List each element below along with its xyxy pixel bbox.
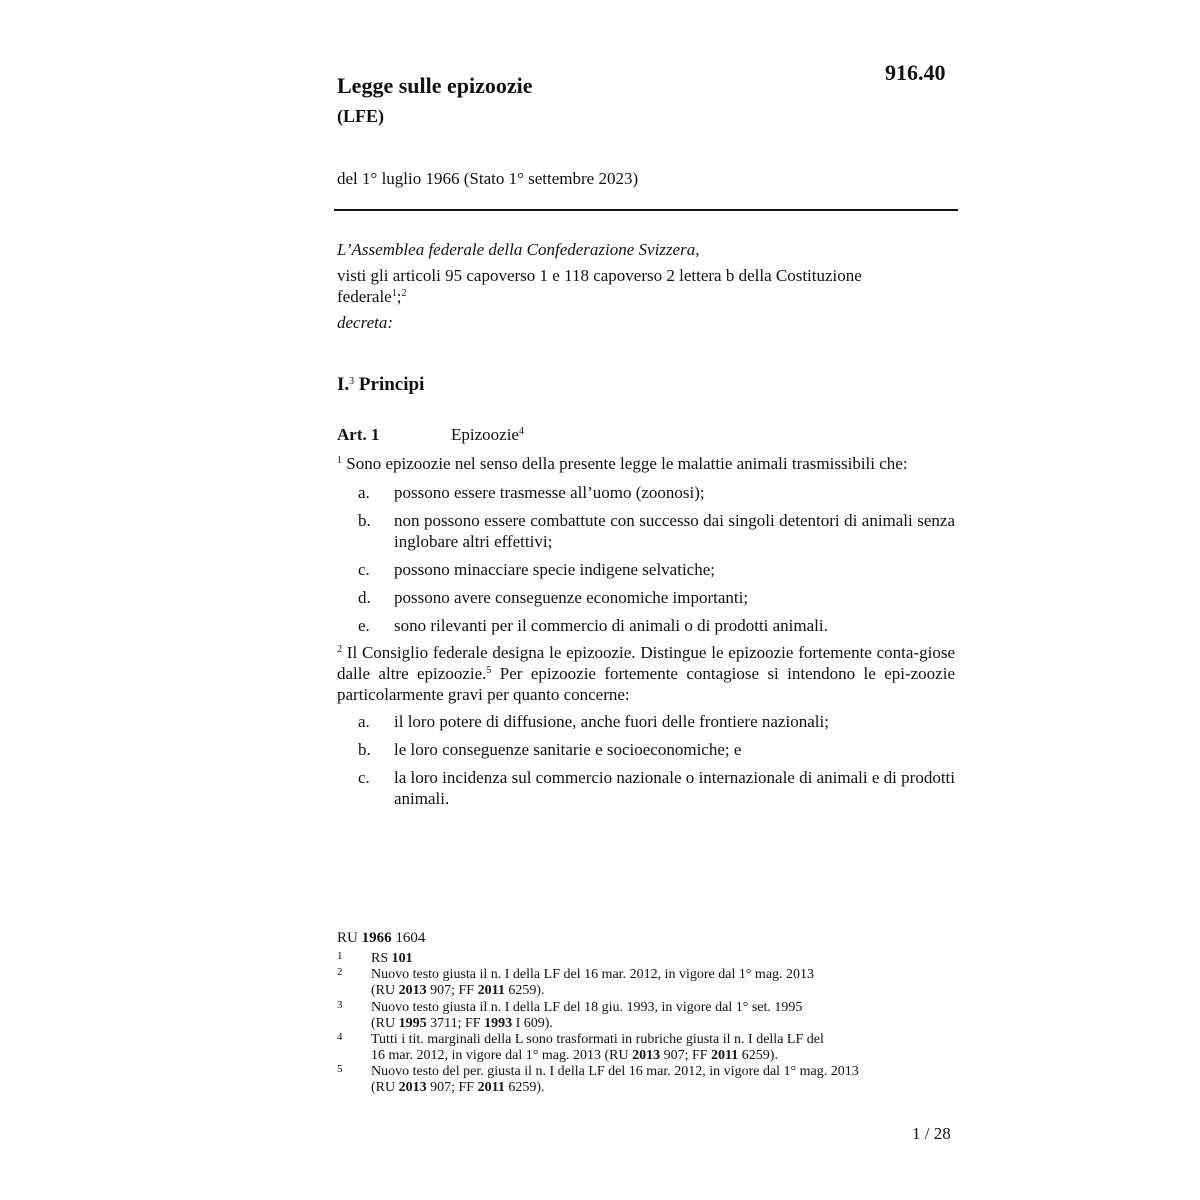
list-item-text: le loro conseguenze sanitarie e socioeconomiche; e — [394, 740, 742, 759]
footnote-number: 3 — [337, 999, 343, 1011]
footnote-ref[interactable]: 3 — [349, 376, 355, 387]
footnote-number: 1 — [337, 950, 343, 962]
footnote-number: 5 — [337, 1063, 343, 1075]
preamble-decreta: decreta: — [337, 313, 394, 332]
list-item-text: la loro incidenza sul commercio nazionale o internazionale di animali e di prodotti animali. — [394, 768, 955, 808]
footnote-ref[interactable]: 2 — [401, 288, 407, 299]
preamble-assembly: L’Assemblea federale della Confederazione Svizzera, — [337, 240, 700, 259]
footnote-ref[interactable]: 5 — [486, 665, 492, 676]
list-item-text: possono avere conseguenze economiche importanti; — [394, 588, 749, 607]
law-abbreviation: (LFE) — [337, 106, 384, 126]
list-item-text: sono rilevanti per il commercio di animali o di prodotti animali. — [394, 616, 828, 635]
list-item-letter: a. — [358, 483, 370, 502]
footnote-text: Tutti i tit. marginali della L sono trasformati in rubriche giusta il n. I della LF del 16 mar. 2012, in vigore dal 1° mag. 2013 (RU 2013 907; FF 2011 6259). — [371, 1032, 824, 1063]
list-item-letter: c. — [358, 560, 370, 579]
page-number: 1 / 28 — [912, 1124, 951, 1143]
footnote-number: 4 — [337, 1031, 343, 1043]
law-title: Legge sulle epizoozie — [337, 73, 533, 98]
footnote-number: 2 — [337, 966, 343, 978]
list-item-letter: a. — [358, 712, 370, 731]
law-date: del 1° luglio 1966 (Stato 1° settembre 2023) — [337, 169, 639, 188]
list-item-text: possono essere trasmesse all’uomo (zoonosi); — [394, 483, 705, 502]
list-item-text: possono minacciare specie indigene selvatiche; — [394, 560, 715, 579]
article-paragraph-1: $^1$ Sono epizoozie nel senso della presente legge le malattie animali trasmissibili che: — [337, 454, 908, 473]
footnote-text: Nuovo testo giusta il n. I della LF del 18 giu. 1993, in vigore dal 1° set. 1995 (RU 1995 3711; FF 1993 I 609). — [371, 1000, 803, 1031]
article-paragraph-2: $^2$ Il Consiglio federale designa le epizoozie. Distingue le epizoozie fortemente conta-giose dalle altre epizoozie.$^5$ Per epizoozie fortemente contagiose si intendono le epi-zoozie particolarmente gravi per quanto concerne: — [337, 643, 955, 704]
article-label: Art. 1 — [337, 425, 380, 444]
list-item-text: il loro potere di diffusione, anche fuori delle frontiere nazionali; — [394, 712, 829, 731]
footnote-ref[interactable]: 1 — [391, 288, 397, 299]
preamble-visti-line1: visti gli articoli 95 capoverso 1 e 118 capoverso 2 lettera b della Costituzione — [337, 266, 862, 285]
footnote-text: Nuovo testo del per. giusta il n. I della LF del 16 mar. 2012, in vigore dal 1° mag. 2013 (RU 2013 907; FF 2011 6259). — [371, 1064, 859, 1095]
sr-number: 916.40 — [885, 60, 946, 85]
list-item-letter: b. — [358, 740, 371, 759]
list-item-letter: b. — [358, 511, 371, 530]
section-heading: I.$^3$ Principi — [337, 374, 425, 395]
list-item-letter: c. — [358, 768, 370, 787]
footnote-text: RS 101 — [371, 951, 413, 966]
preamble-visti-line2: federale$^1$;$^2$ — [337, 287, 407, 306]
ru-reference: RU 1966 1604 — [337, 930, 426, 946]
footnote-text: Nuovo testo giusta il n. I della LF del 16 mar. 2012, in vigore dal 1° mag. 2013 (RU 2013 907; FF 2011 6259). — [371, 967, 815, 998]
list-item-letter: d. — [358, 588, 371, 607]
list-item-text: non possono essere combattute con successo dai singoli detentori di animali senza inglobare altri effettivi; — [394, 511, 955, 551]
footnote-ref[interactable]: 4 — [518, 426, 524, 437]
list-item-letter: e. — [358, 616, 370, 635]
article-title: Epizoozie$^4$ — [451, 425, 524, 444]
header-divider — [334, 209, 958, 211]
